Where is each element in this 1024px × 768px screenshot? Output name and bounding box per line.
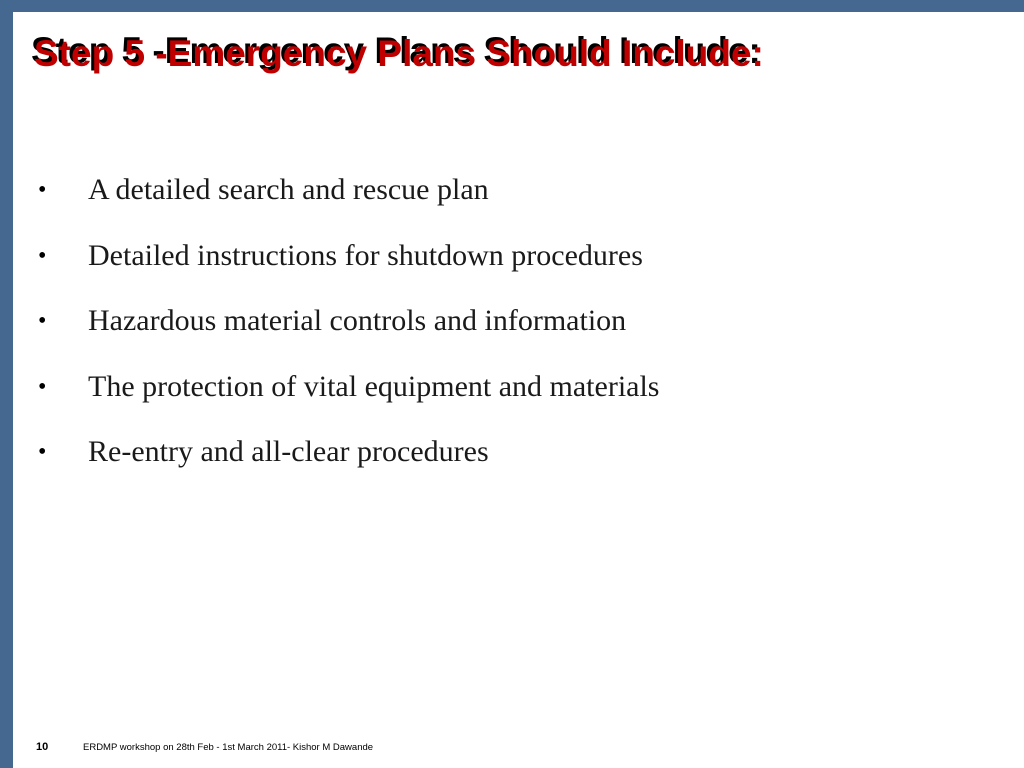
bullet-item [0,234,1000,300]
bullet-text: Re-entry and all-clear procedures [88,435,489,468]
bullet-item [0,365,1000,431]
bullet-point-icon: • [38,177,47,203]
bullet-list [0,168,1000,496]
bullet-text: Hazardous material controls and information [88,304,627,337]
bullet-item [0,168,1000,234]
bullet-item [0,430,1000,496]
bullet-text: The protection of vital equipment and materials [88,369,660,403]
bullet-point-icon: • [38,373,47,400]
bullet-point-icon: • [38,439,47,465]
bullet-text: Detailed instructions for shutdown procedures [88,238,643,272]
bullet-point-icon: • [38,242,47,269]
footer-text: ERDMP workshop on 28th Feb - 1st March 2011- Kishor M Dawande [83,742,374,753]
bullet-point-icon: • [38,308,47,334]
top-frame-bar [0,0,1024,12]
bullet-item [0,299,1000,365]
slide-title: Step 5 -Emergency Plans Should Include: [34,33,764,74]
page-number: 10 [36,741,49,753]
bullet-text: A detailed search and rescue plan [88,173,489,206]
